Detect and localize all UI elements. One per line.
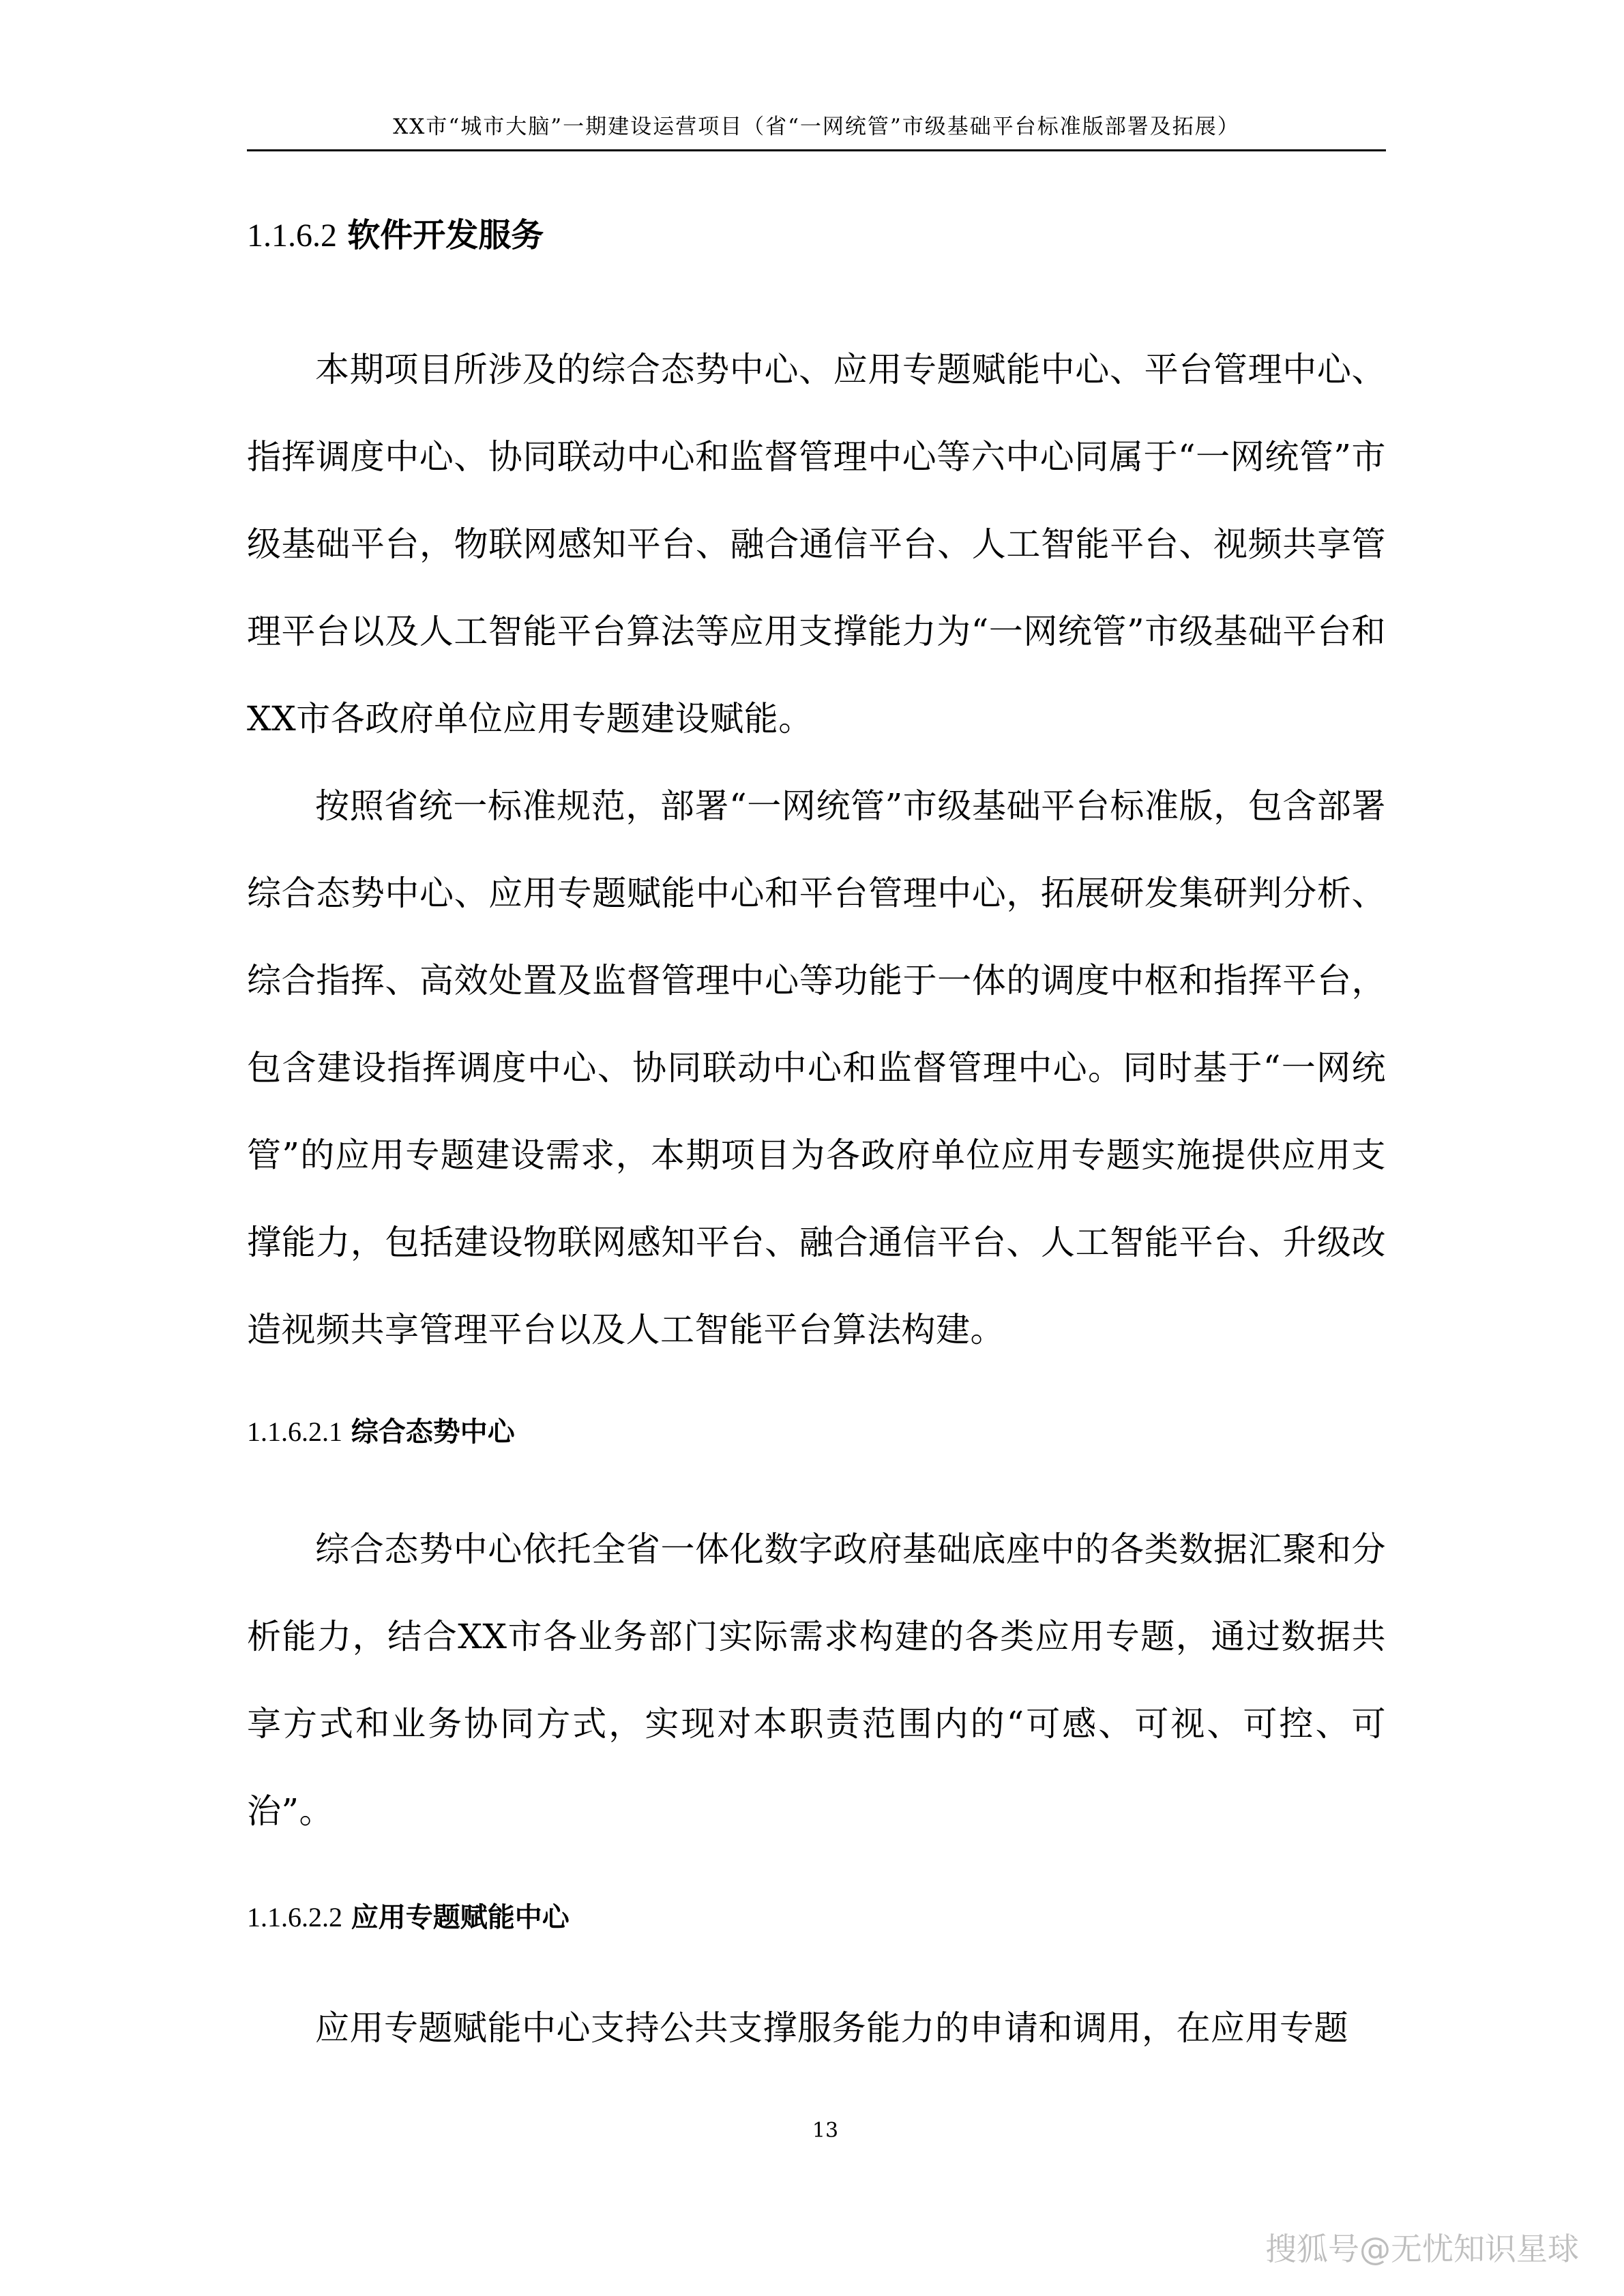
subsection-heading	[247, 1412, 515, 1452]
subsection-title: 综合态势中心	[351, 1416, 515, 1448]
paragraph: 本期项目所涉及的综合态势中心、应用专题赋能中心、平台管理中心、指挥调度中心、协同联动中心和监督管理中心等六中心同属于“一网统管”市级基础平台，物联网感知平台、融合通信平台、人工智能平台、视频共享管理平台以及人工智能平台算法等应用支撑能力为“一网统管”市级基础平台和XX市各政府单位应用专题建设赋能。	[247, 350, 1386, 739]
page-number: 13	[812, 2119, 839, 2143]
subsection-heading	[247, 1897, 570, 1938]
section-title: 软件开发服务	[347, 216, 544, 254]
paragraph: 按照省统一标准规范，部署“一网统管”市级基础平台标准版，包含部署综合态势中心、应用专题赋能中心和平台管理中心，拓展研发集研判分析、综合指挥、高效处置及监督管理中心等功能于一体的调度中枢和指挥平台，包含建设指挥调度中心、协同联动中心和监督管理中心。同时基于“一网统管”的应用专题建设需求，本期项目为各政府单位应用专题实施提供应用支撑能力，包括建设物联网感知平台、融合通信平台、人工智能平台、升级改造视频共享管理平台以及人工智能平台算法构建。	[247, 786, 1386, 1350]
section-heading	[247, 211, 544, 260]
subsection-number: 1.1.6.2.2	[247, 1902, 342, 1933]
paragraph: 应用专题赋能中心支持公共支撑服务能力的申请和调用，在应用专题	[315, 2008, 1348, 2048]
subsection-title: 应用专题赋能中心	[351, 1902, 570, 1933]
header-rule	[247, 149, 1386, 151]
subsection-number: 1.1.6.2.1	[247, 1416, 342, 1447]
section-number: 1.1.6.2	[247, 218, 337, 254]
paragraph: 综合态势中心依托全省一体化数字政府基础底座中的各类数据汇聚和分析能力，结合XX市各业务部门实际需求构建的各类应用专题，通过数据共享方式和业务协同方式，实现对本职责范围内的“可感、可视、可控、可治”。	[247, 1530, 1386, 1831]
page-header: XX市“城市大脑”一期建设运营项目（省“一网统管”市级基础平台标准版部署及拓展）	[393, 115, 1240, 139]
watermark: 搜狐号@无忧知识星球	[1265, 2231, 1579, 2267]
